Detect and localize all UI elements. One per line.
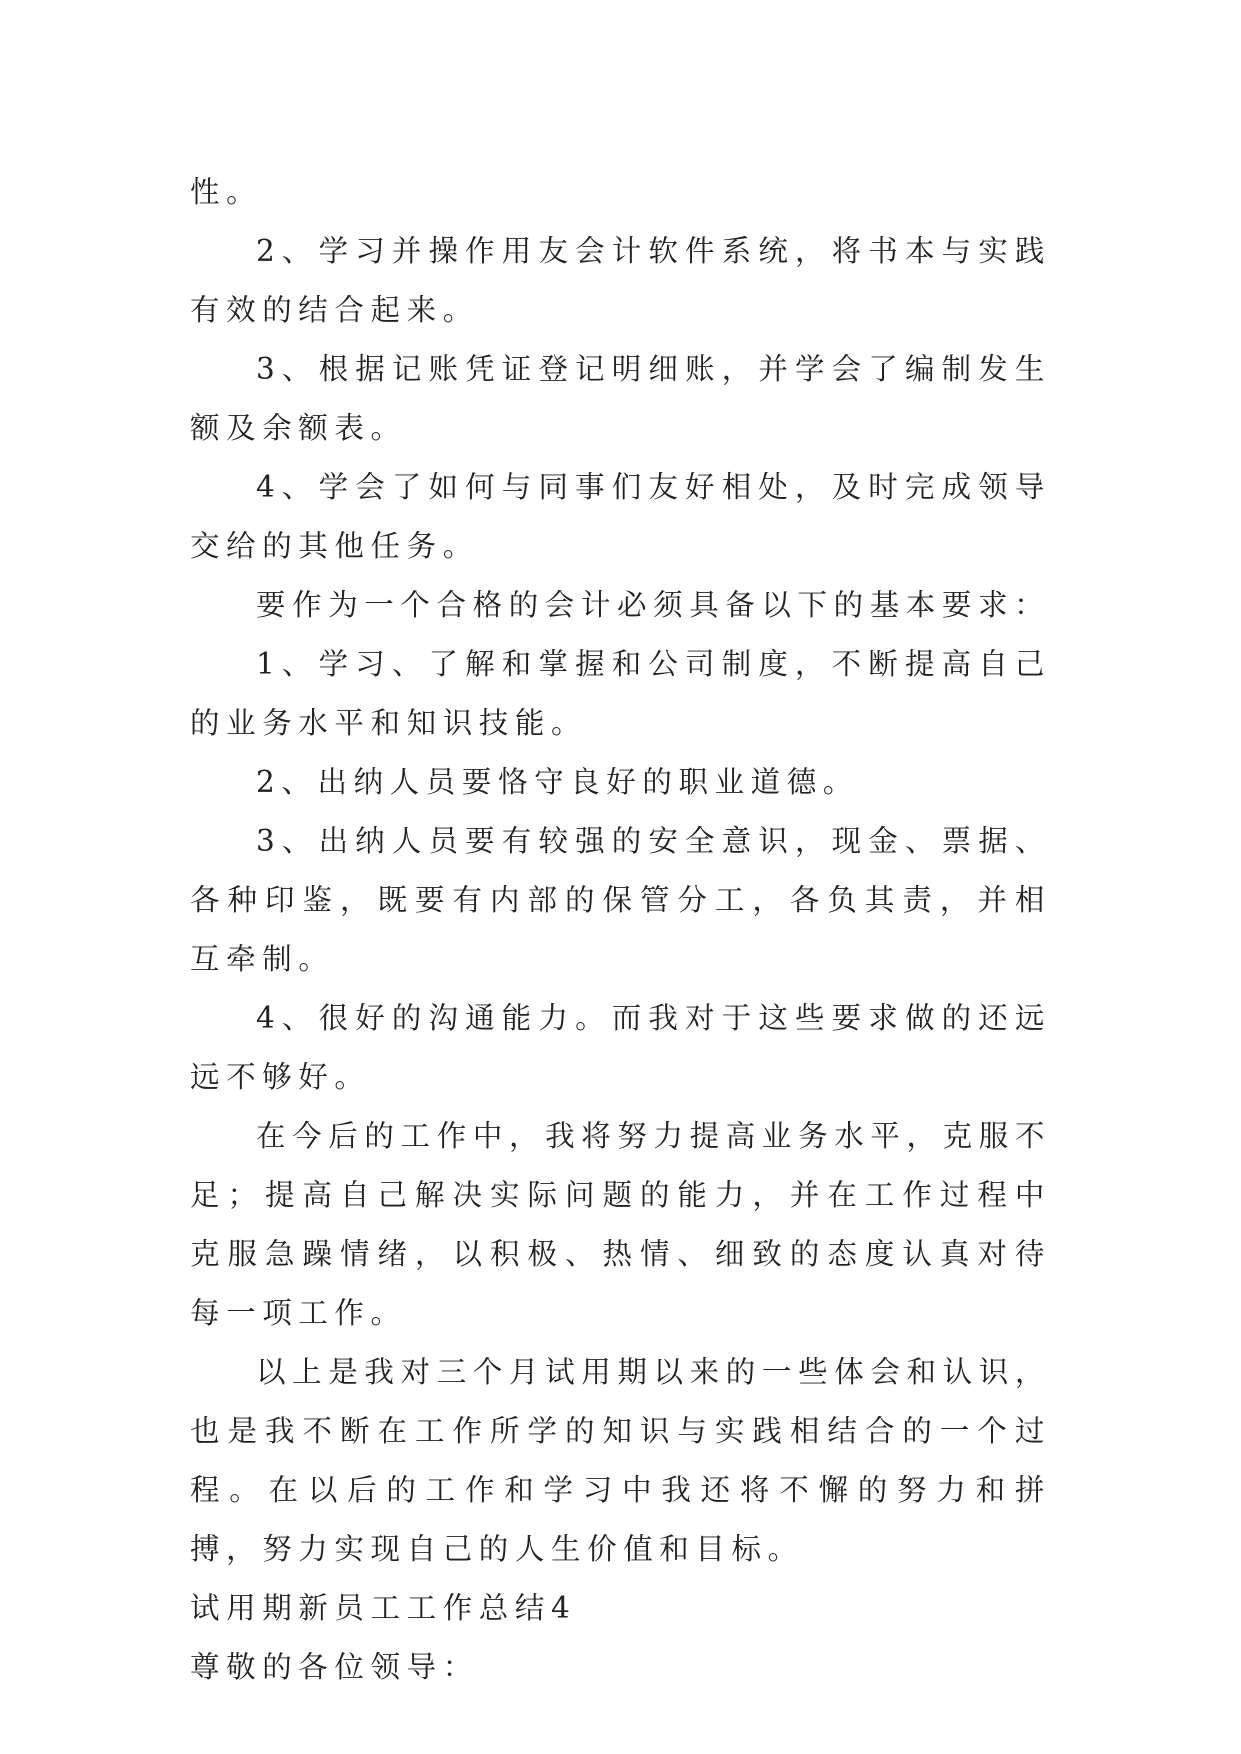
document-page [190, 163, 1051, 1697]
paragraph-requirement-2: 2、出纳人员要恪守良好的职业道德。 [256, 765, 859, 799]
salutation: 尊敬的各位领导： [190, 1650, 479, 1684]
paragraph-conclusion: 以上是我对三个月试用期以来的一些体会和认识，也是我不断在工作所学的知识与实践相结合的一个过程。在以后的工作和学习中我还将不懈的努力和拼搏，努力实现自己的人生价值和目标。 [190, 1355, 1051, 1566]
paragraph-requirement-1: 1、学习、了解和掌握和公司制度，不断提高自己的业务水平和知识技能。 [190, 647, 1051, 740]
paragraph-item-4-colleagues: 4、学会了如何与同事们友好相处，及时完成领导交给的其他任务。 [190, 470, 1051, 563]
paragraph-requirement-3: 3、出纳人员要有较强的安全意识，现金、票据、各种印鉴，既要有内部的保管分工，各负其责，并相互牵制。 [190, 824, 1051, 976]
paragraph-item-3-ledger: 3、根据记账凭证登记明细账，并学会了编制发生额及余额表。 [190, 352, 1051, 445]
paragraph-requirement-4: 4、很好的沟通能力。而我对于这些要求做的还远远不够好。 [190, 1001, 1051, 1094]
paragraph-future-work: 在今后的工作中，我将努力提高业务水平，克服不足；提高自己解决实际问题的能力，并在工作过程中克服急躁情绪，以积极、热情、细致的态度认真对待每一项工作。 [190, 1119, 1051, 1330]
paragraph-item-2-software: 2、学习并操作用友会计软件系统，将书本与实践有效的结合起来。 [190, 234, 1051, 327]
paragraph-requirements-intro: 要作为一个合格的会计必须具备以下的基本要求： [256, 588, 1051, 622]
paragraph-continuation: 性。 [190, 175, 263, 209]
section-title: 试用期新员工工作总结4 [190, 1591, 577, 1625]
